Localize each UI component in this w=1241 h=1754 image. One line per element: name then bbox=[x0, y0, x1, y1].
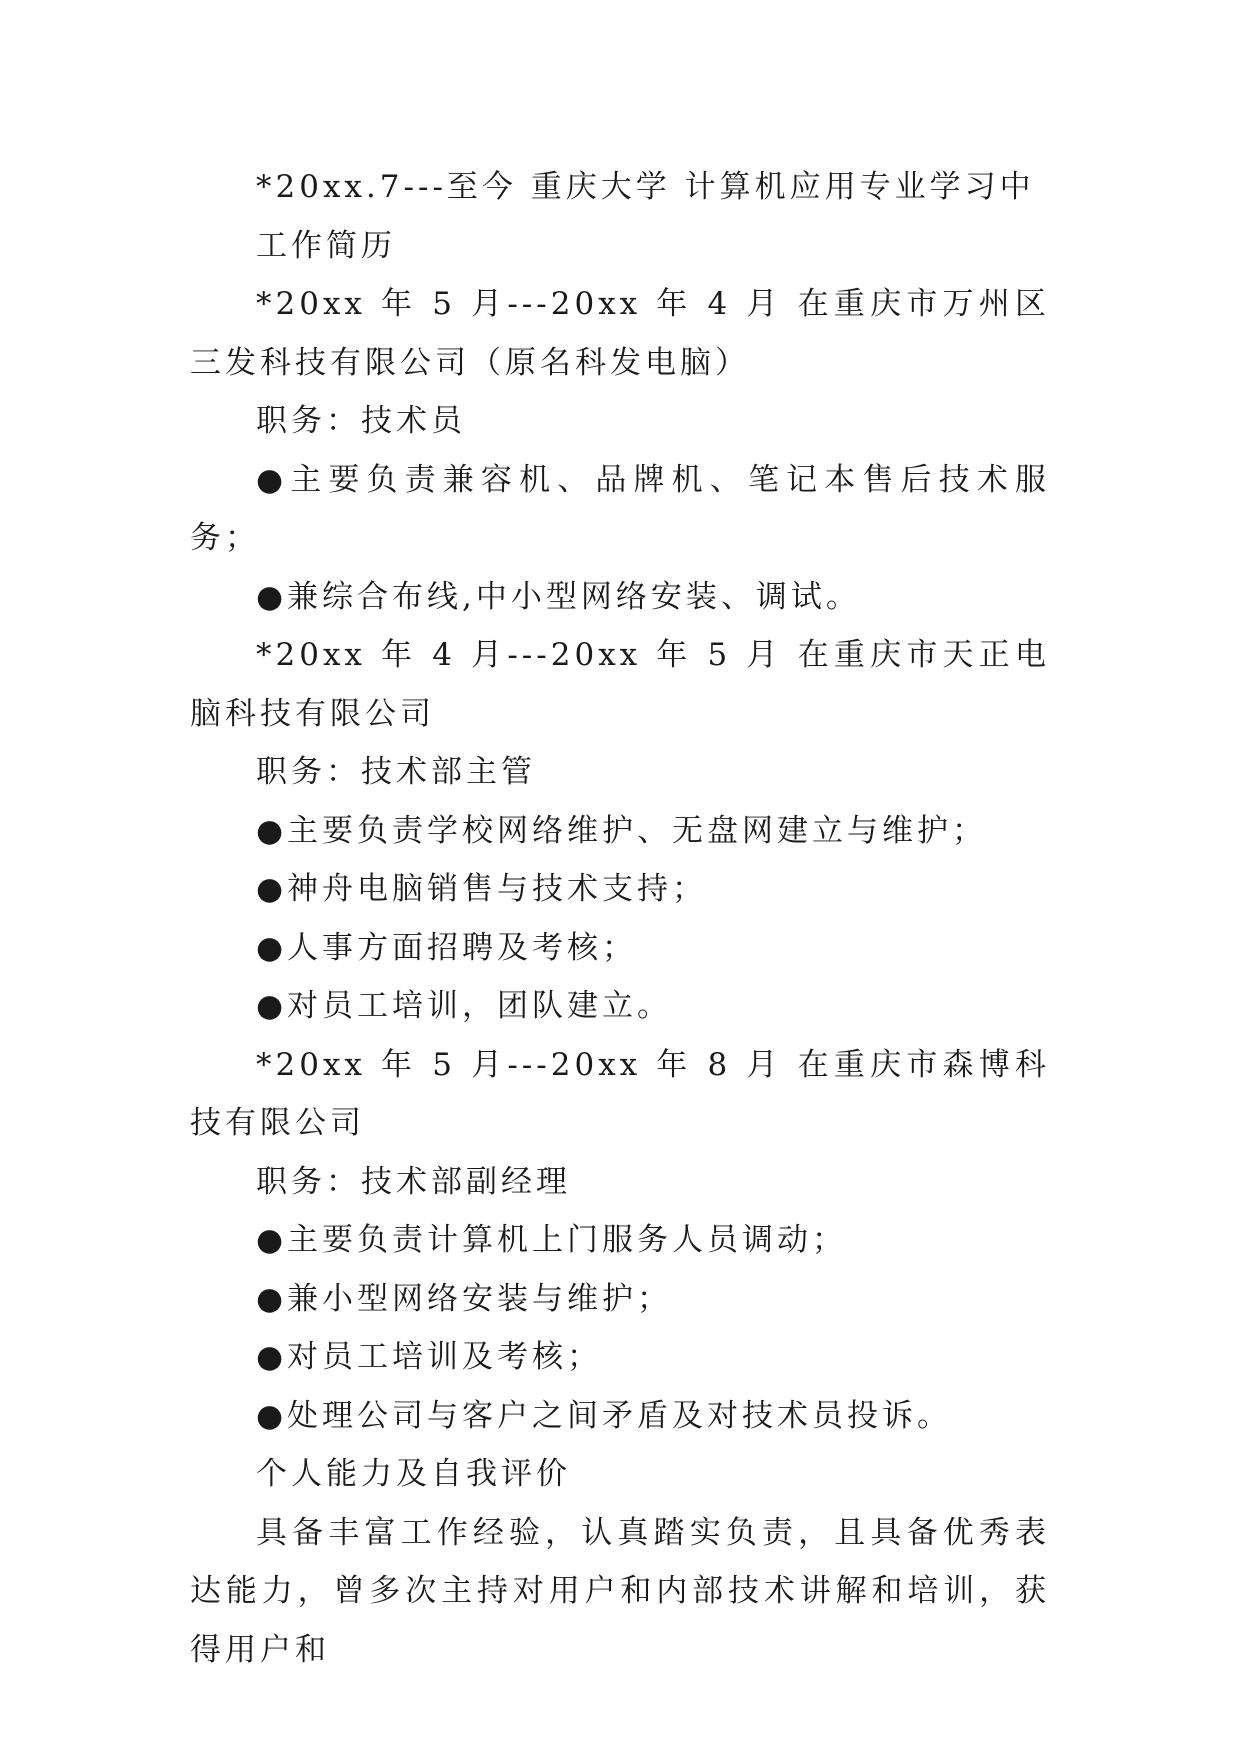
paragraph-duty-2-2: ●神舟电脑销售与技术支持； bbox=[256, 871, 708, 907]
paragraph-duty-1-2: ●兼综合布线,中小型网络安装、调试。 bbox=[256, 578, 861, 615]
paragraph-work-history-heading: 工作简历 bbox=[256, 227, 396, 264]
paragraph-education-entry: *20xx.7---至今 重庆大学 计算机应用专业学习中 bbox=[256, 169, 1035, 205]
paragraph-job-entry-2: *20xx 年 4 月---20xx 年 5 月 在重庆市天正电脑科技有限公司 bbox=[190, 637, 1050, 732]
paragraph-self-evaluation-body: 具备丰富工作经验，认真踏实负责，且具备优秀表达能力，曾多次主持对用户和内部技术讲解和培训，获得用户和 bbox=[190, 1514, 1050, 1668]
paragraph-duty-2-4: ●对员工培训，团队建立。 bbox=[256, 988, 673, 1024]
paragraph-job-entry-1: *20xx 年 5 月---20xx 年 4 月 在重庆市万州区三发科技有限公司（原名科发电脑） bbox=[190, 286, 1050, 381]
paragraph-duty-2-1: ●主要负责学校网络维护、无盘网建立与维护； bbox=[256, 812, 988, 849]
paragraph-duty-3-4: ●处理公司与客户之间矛盾及对技术员投诉。 bbox=[256, 1397, 953, 1434]
paragraph-job-title-2: 职务：技术部主管 bbox=[256, 754, 536, 790]
paragraph-job-title-1: 职务：技术员 bbox=[256, 403, 466, 439]
paragraph-duty-3-2: ●兼小型网络安装与维护； bbox=[256, 1280, 673, 1317]
paragraph-duty-3-1: ●主要负责计算机上门服务人员调动； bbox=[256, 1222, 848, 1258]
paragraph-duty-2-3: ●人事方面招聘及考核； bbox=[256, 929, 638, 966]
document-body bbox=[190, 158, 1050, 1679]
paragraph-job-title-3: 职务：技术部副经理 bbox=[256, 1163, 571, 1200]
paragraph-job-entry-3: *20xx 年 5 月---20xx 年 8 月 在重庆市森博科技有限公司 bbox=[190, 1046, 1050, 1141]
paragraph-duty-1-1: ●主要负责兼容机、品牌机、笔记本售后技术服务； bbox=[190, 461, 1050, 556]
paragraph-self-evaluation-heading: 个人能力及自我评价 bbox=[256, 1456, 571, 1492]
paragraph-duty-3-3: ●对员工培训及考核； bbox=[256, 1339, 603, 1375]
